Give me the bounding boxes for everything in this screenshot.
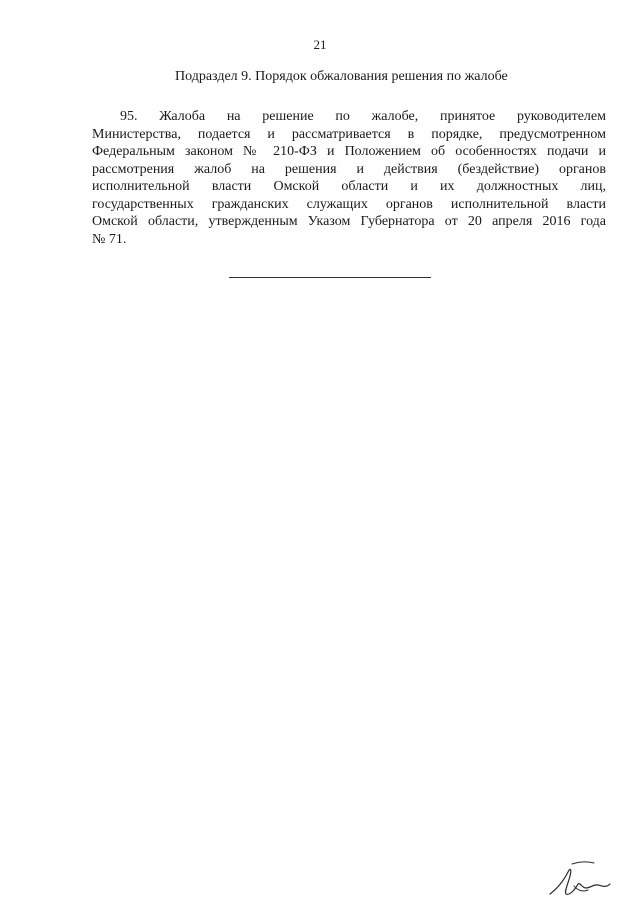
paragraph-line: Федеральным законом № 210-ФЗ и Положением об особенностях подачи и <box>92 144 606 159</box>
paragraph-line: Омской области, утвержденным Указом Губернатора от 20 апреля 2016 года <box>92 214 606 229</box>
page-number: 21 <box>313 37 327 52</box>
paragraph-95 <box>92 108 606 248</box>
paragraph-line: 95. Жалоба на решение по жалобе, принятое руководителем <box>120 109 606 124</box>
paragraph-line: № 71. <box>92 231 127 247</box>
subsection-title: Подраздел 9. Порядок обжалования решения по жалобе <box>175 69 508 84</box>
paragraph-line: государственных гражданских служащих органов исполнительной власти <box>92 196 606 212</box>
paragraph-line: рассмотрения жалоб на решения и действия (бездействие) органов <box>92 161 606 177</box>
handwritten-signature-icon <box>548 858 612 898</box>
paragraph-line: Министерства, подается и рассматривается в порядке, предусмотренном <box>92 126 606 142</box>
separator-line <box>229 277 431 278</box>
paragraph-line: исполнительной власти Омской области и их должностных лиц, <box>92 179 606 194</box>
